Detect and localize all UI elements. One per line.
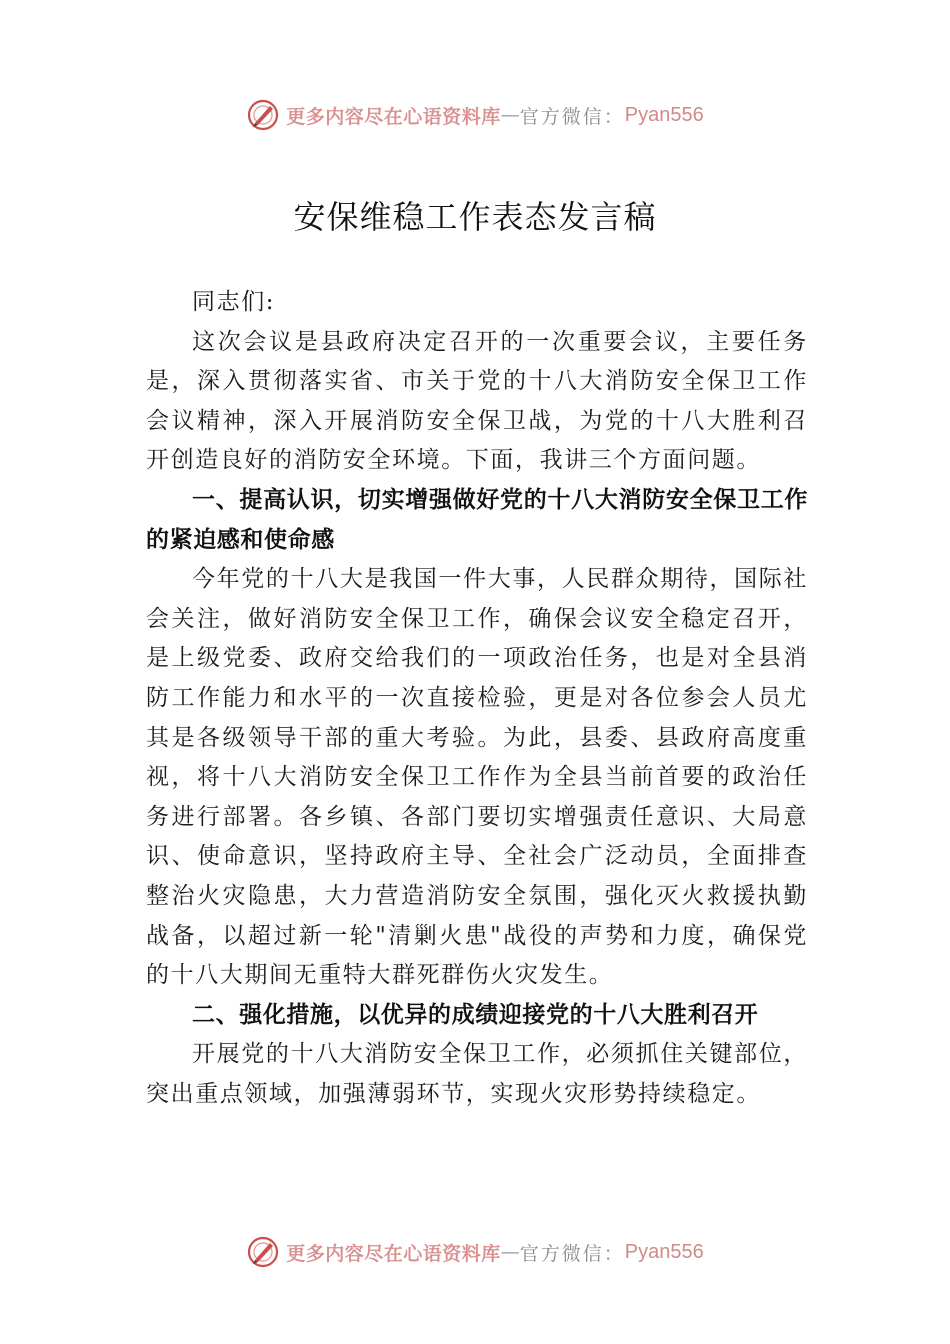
section-2-paragraph: 开展党的十八大消防安全保卫工作，必须抓住关键部位，突出重点领域，加强薄弱环节，实现火灾形势持续稳定。 (146, 1041, 808, 1107)
watermark-footer (0, 1232, 950, 1272)
watermark-wechat-id: Pyan556 (624, 1240, 704, 1263)
watermark-wechat-id: Pyan556 (624, 103, 704, 126)
watermark-wechat-label: 官方微信： (519, 105, 625, 128)
section-2-heading: 二、强化措施，以优异的成绩迎接党的十八大胜利召开 (192, 1001, 759, 1028)
watermark-brand: 更多内容尽在心语资料库 (286, 1242, 501, 1265)
brand-logo-icon (246, 1235, 280, 1269)
intro-paragraph: 这次会议是县政府决定召开的一次重要会议，主要任务是，深入贯彻落实省、市关于党的十八大消防安全保卫工作会议精神，深入开展消防安全保卫战，为党的十八大胜利召开创造良好的消防安全环境。下面，我讲三个方面问题。 (146, 328, 808, 474)
watermark-separator: — (500, 104, 520, 126)
watermark-header (0, 95, 950, 135)
section-1-paragraph: 今年党的十八大是我国一件大事，人民群众期待，国际社会关注，做好消防安全保卫工作，确保会议安全稳定召开，是上级党委、政府交给我们的一项政治任务，也是对全县消防工作能力和水平的一次直接检验，更是对各位参会人员尤其是各级领导干部的重大考验。为此，县委、县政府高度重视，将十八大消防安全保卫工作作为全县当前首要的政治任务进行部署。各乡镇、各部门要切实增强责任意识、大局意识、使命意识，坚持政府主导、全社会广泛动员，全面排查整治火灾隐患，大力营造消防安全氛围，强化灭火救援执勤战备，以超过新一轮"清剿火患"战役的声势和力度，确保党的十八大期间无重特大群死群伤火灾发生。 (146, 566, 808, 989)
salutation: 同志们: (192, 289, 276, 315)
watermark-brand: 更多内容尽在心语资料库 (286, 105, 501, 128)
brand-logo-icon (246, 98, 280, 132)
section-1-heading: 一、提高认识，切实增强做好党的十八大消防安全保卫工作的紧迫感和使命感 (146, 486, 808, 553)
document-body (146, 283, 808, 1114)
watermark-wechat-label: 官方微信： (519, 1242, 625, 1265)
document-title: 安保维稳工作表态发言稿 (293, 198, 657, 236)
watermark-separator: — (500, 1241, 520, 1263)
